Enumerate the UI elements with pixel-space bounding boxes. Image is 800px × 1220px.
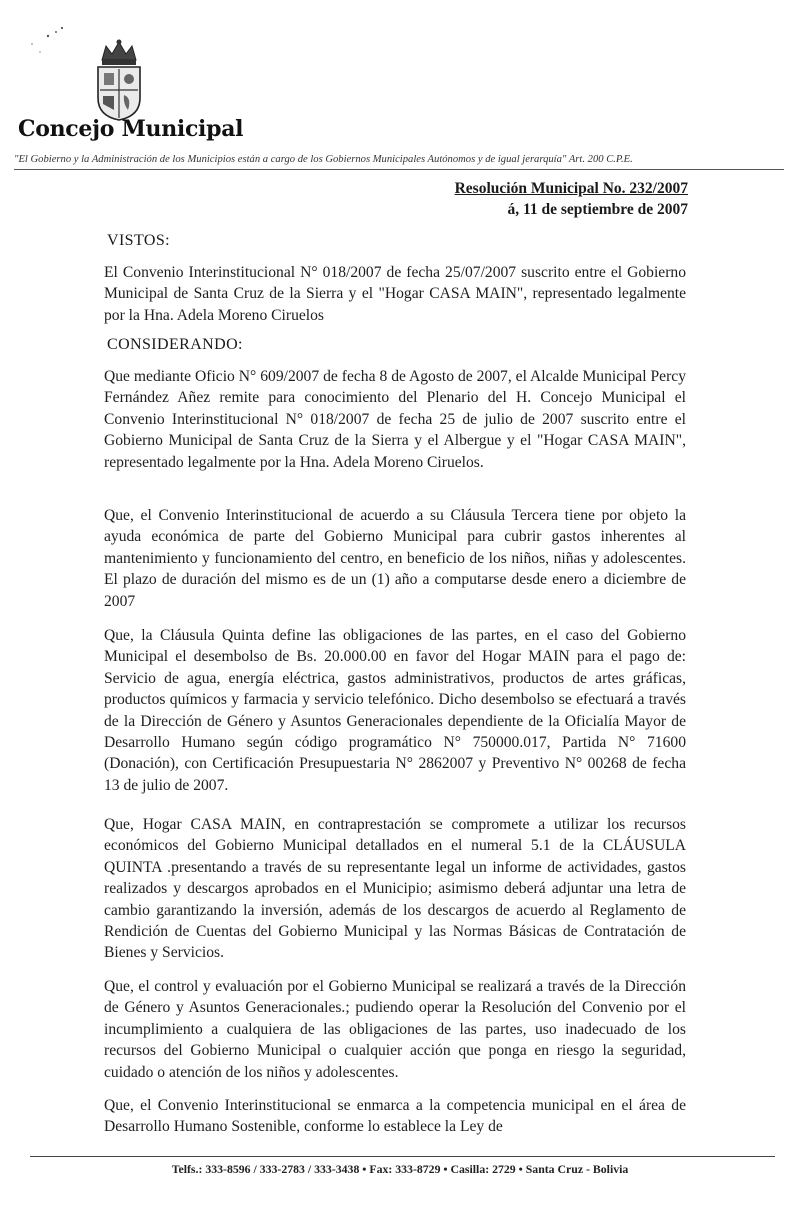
municipal-crest-icon (92, 38, 146, 122)
resolution-number: Resolución Municipal No. 232/2007 (454, 180, 688, 197)
footer-contact: Telfs.: 333-8596 / 333-2783 / 333-3438 • Fax: 333-8729 • Casilla: 2729 • Santa Cruz - Bolivia (171, 1162, 629, 1176)
vistos-heading: VISTOS: (107, 232, 170, 249)
considerando-paragraph-4: Que, Hogar CASA MAIN, en contraprestación se compromete a utilizar los recursos económicos del Gobierno Municipal detallados en el numeral 5.1 de la CLÁUSULA QUINTA .presentando a través de su representante legal un informe de actividades, gastos realizados y descargos aprobados en el Municipio; asimismo deberá adjuntar una letra de cambio garantizando la inversión, además de los descargos de acuerdo al Reglamento de Rendición de Cuentas del Gobierno Municipal y las Normas Básicas de Contratación de Bienes y Servicios. (104, 816, 686, 962)
considerando-paragraph-1: Que mediante Oficio N° 609/2007 de fecha 8 de Agosto de 2007, el Alcalde Municipal Percy Fernández Añez remite para conocimiento del Plenario del H. Concejo Municipal el Convenio Interinstitucional N° 018/2007 de fecha 25 de julio de 2007 suscrito entre el Gobierno Municipal de Santa Cruz de la Sierra y el Albergue y el "Hogar CASA MAIN", representado legalmente por la Hna. Adela Moreno Ciruelos. (104, 368, 686, 471)
footer-divider (30, 1156, 775, 1157)
constitution-motto: "El Gobierno y la Administración de los Municipios están a cargo de los Gobiernos Municipales Autónomos y de igual jerarquía" Art. 200 C.P.E. (14, 154, 784, 170)
scan-specks (18, 22, 78, 62)
resolution-date: á, 11 de septiembre de 2007 (507, 201, 688, 218)
resolution-header (455, 178, 688, 220)
considerando-paragraph-3: Que, la Cláusula Quinta define las obligaciones de las partes, en el caso del Gobierno Municipal el desembolso de Bs. 20.000.00 en favor del Hogar MAIN para el pago de: Servicio de agua, energía eléctrica, gastos administrativos, productos de artes gráficas, productos químicos y farmacia y servicio telefónico. Dicho desembolso se efectuará a través de la Dirección de Género y Asuntos Generacionales dependiente de la Oficialía Mayor de Desarrollo Humano según código programático N° 750000.017, Partida N° 71600 (Donación), con Certificación Presupuestaria N° 2862007 y Preventivo N° 00268 de fecha 13 de julio de 2007. (104, 627, 686, 794)
considerando-paragraph-5: Que, el control y evaluación por el Gobierno Municipal se realizará a través de la Dirección de Género y Asuntos Generacionales.; pudiendo operar la Resolución del Convenio por el incumplimiento a cualquiera de las obligaciones de las partes, uso inadecuado de los recursos del Gobierno Municipal o cualquier acción que ponga en riesgo la seguridad, cuidado o atención de los niños y adolescentes. (104, 978, 686, 1081)
council-name: Concejo Municipal (18, 116, 244, 142)
considerando-heading: CONSIDERANDO: (107, 336, 243, 353)
vistos-text: El Convenio Interinstitucional N° 018/2007 de fecha 25/07/2007 suscrito entre el Gobierno Municipal de Santa Cruz de la Sierra y el "Hogar CASA MAIN", representado legalmente por la Hna. Adela Moreno Ciruelos (104, 264, 686, 324)
considerando-paragraph-2: Que, el Convenio Interinstitucional de acuerdo a su Cláusula Tercera tiene por objeto la ayuda económica de parte del Gobierno Municipal para cubrir gastos inherentes al mantenimiento y funcionamiento del centro, en beneficio de los niños, niñas y adolescentes. El plazo de duración del mismo es de un (1) año a computarse desde enero a diciembre de 2007 (104, 507, 686, 610)
considerando-paragraph-6: Que, el Convenio Interinstitucional se enmarca a la competencia municipal en el área de Desarrollo Humano Sostenible, conforme lo establece la Ley de (104, 1097, 686, 1136)
